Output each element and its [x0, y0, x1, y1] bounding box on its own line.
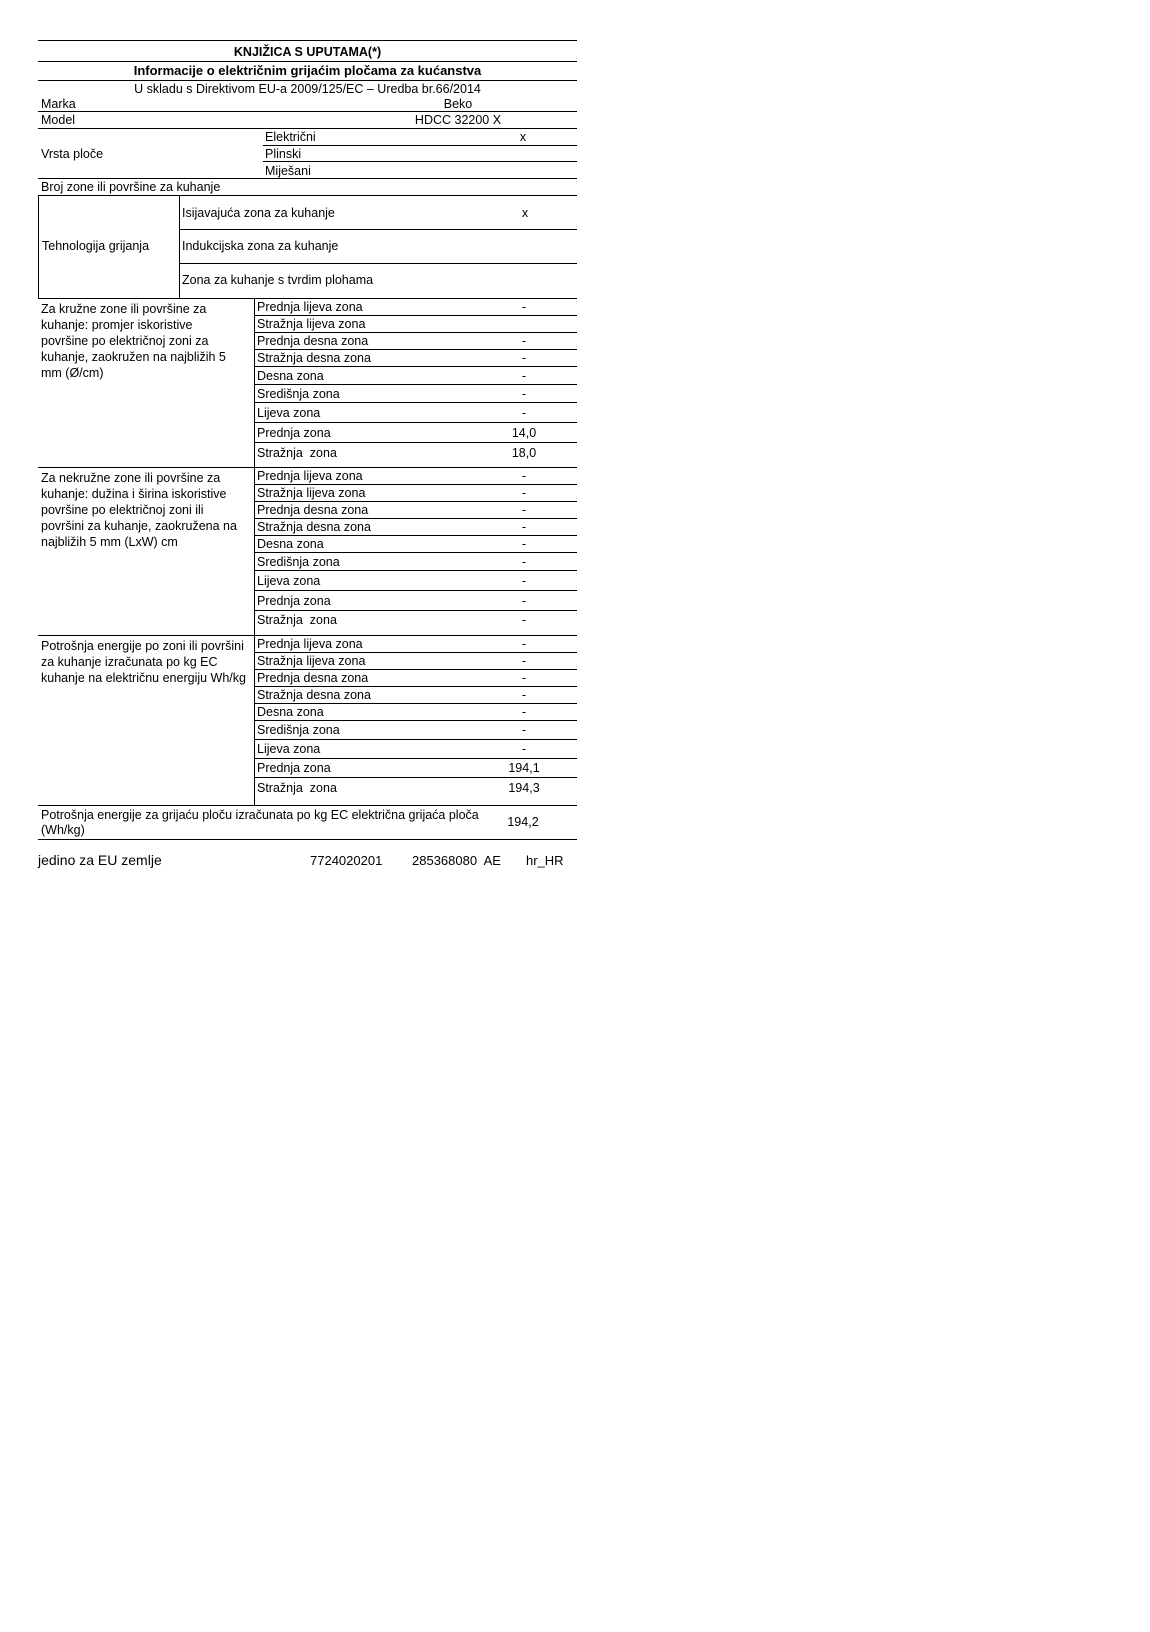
zone-value: -: [521, 387, 527, 401]
zone-name: Prednja lijeva zona: [257, 300, 363, 314]
zone-value: -: [521, 742, 527, 756]
zone-value: -: [521, 671, 527, 685]
fiche-subtitle: [38, 62, 577, 81]
circular-zones-list: [254, 299, 577, 469]
brand-row: [38, 96, 577, 112]
model-row: [38, 112, 577, 129]
zone-row: [255, 350, 577, 367]
zone-row: [255, 403, 577, 423]
zone-row: [255, 316, 577, 333]
zone-value: 194,3: [508, 781, 540, 795]
zone-name: Prednja zona: [257, 594, 331, 608]
directive-text: U skladu s Direktivom EU-a 2009/125/EC – Uredba br.66/2014: [134, 82, 481, 96]
circular-zones-label: Za kružne zone ili površine za kuhanje: promjer iskoristive površine po električnoj zoni za kuhanje, zaokružen na najbližih 5 mm (Ø/cm): [41, 302, 226, 380]
total-energy-row: [38, 806, 577, 840]
zone-value: -: [521, 520, 527, 534]
zone-row: [255, 536, 577, 553]
zone-row: [255, 519, 577, 536]
zone-value: 18,0: [511, 446, 537, 460]
plate-option-row: [263, 162, 577, 179]
zone-row: [255, 687, 577, 704]
zone-row: [255, 653, 577, 670]
zone-name: Stražnja zona: [257, 781, 337, 795]
zone-name: Središnja zona: [257, 555, 340, 569]
zone-row: [255, 299, 577, 316]
zone-value: -: [521, 688, 527, 702]
zone-value: -: [521, 594, 527, 608]
heating-tech-label: Tehnologija grijanja: [42, 239, 150, 253]
zone-name: Desna zona: [257, 369, 324, 383]
zone-value: -: [521, 406, 527, 420]
zone-count-label: Broj zone ili površine za kuhanje: [41, 180, 221, 194]
zone-name: Lijeva zona: [257, 406, 321, 420]
noncircular-zones-list: [254, 468, 577, 636]
zone-value: -: [521, 486, 527, 500]
zone-name: Prednja desna zona: [257, 334, 369, 348]
plate-option-label: Plinski: [265, 147, 302, 161]
zone-value: -: [521, 300, 527, 314]
model-label: Model: [41, 113, 76, 127]
zone-name: Stražnja desna zona: [257, 351, 371, 365]
plate-type-section: [38, 129, 577, 179]
heating-option-row: [180, 230, 577, 264]
directive-line: [38, 81, 577, 96]
total-energy-label: Potrošnja energije za grijaću ploču izračunata po kg EC električna grijaća ploča (Wh/kg): [41, 808, 479, 837]
zone-value: -: [521, 574, 527, 588]
zone-value: -: [521, 705, 527, 719]
zone-count-row: [38, 179, 577, 196]
zone-value: -: [521, 537, 527, 551]
heating-option-row: [180, 264, 577, 298]
zone-row: [255, 367, 577, 385]
model-value: HDCC 32200 X: [414, 113, 502, 127]
plate-option-value: x: [519, 130, 527, 144]
footer-note: jedino za EU zemlje: [38, 852, 162, 868]
zone-name: Stražnja lijeva zona: [257, 317, 366, 331]
plate-type-options: [263, 129, 577, 179]
zone-row: [255, 333, 577, 350]
zone-row: [255, 740, 577, 759]
zone-name: Stražnja zona: [257, 613, 337, 627]
zone-name: Stražnja lijeva zona: [257, 654, 366, 668]
plate-option-row: [263, 146, 577, 162]
heating-option-label: Indukcijska zona za kuhanje: [182, 239, 339, 253]
brand-label: Marka: [41, 97, 76, 111]
zone-row: [255, 778, 577, 799]
zone-name: Prednja zona: [257, 426, 331, 440]
zone-row: [255, 385, 577, 403]
zone-value: -: [521, 637, 527, 651]
heating-option-label: Zona za kuhanje s tvrdim plohama: [182, 273, 374, 287]
plate-option-label: Električni: [265, 130, 316, 144]
zone-name: Stražnja desna zona: [257, 688, 371, 702]
zone-name: Prednja zona: [257, 761, 331, 775]
zone-value: -: [521, 613, 527, 627]
noncircular-zones-label: Za nekružne zone ili površine za kuhanje: dužina i širina iskoristive površine po električnoj zoni ili površini za kuhanje, zaokružena na najbližih 5 mm (LxW) cm: [41, 471, 237, 549]
circular-zones-section: [38, 298, 577, 468]
heating-tech-section: [38, 196, 577, 298]
zone-row: [255, 704, 577, 721]
zone-name: Lijeva zona: [257, 742, 321, 756]
zone-name: Središnja zona: [257, 387, 340, 401]
plate-option-label: Miješani: [265, 164, 311, 178]
zone-row: [255, 485, 577, 502]
zone-name: Prednja lijeva zona: [257, 469, 363, 483]
zone-row: [255, 636, 577, 653]
zone-row: [255, 468, 577, 485]
heating-tech-options: [179, 196, 577, 298]
fiche-title: [38, 40, 577, 62]
energy-zones-label: Potrošnja energije po zoni ili površini za kuhanje izračunata po kg EC kuhanje na električnu energiju Wh/kg: [41, 639, 246, 685]
zone-value: -: [521, 369, 527, 383]
zone-name: Središnja zona: [257, 723, 340, 737]
energy-zones-section: [38, 636, 577, 806]
zone-value: 194,1: [508, 761, 540, 775]
zone-value: -: [521, 654, 527, 668]
zone-name: Prednja desna zona: [257, 671, 369, 685]
zone-name: Desna zona: [257, 705, 324, 719]
zone-name: Lijeva zona: [257, 574, 321, 588]
heating-option-value: x: [521, 206, 529, 220]
fiche-subtitle-text: Informacije o električnim grijaćim pločama za kućanstva: [133, 63, 482, 78]
zone-row: [255, 443, 577, 463]
footer-locale: hr_HR: [526, 853, 564, 868]
zone-value: -: [521, 469, 527, 483]
total-energy-value: 194,2: [507, 815, 539, 829]
zone-row: [255, 553, 577, 571]
zone-value: -: [521, 723, 527, 737]
energy-zones-list: [254, 636, 577, 806]
plate-option-row: [263, 129, 577, 146]
zone-row: [255, 571, 577, 591]
footer-code-2: 285368080 AE: [412, 853, 501, 868]
noncircular-zones-section: [38, 468, 577, 636]
brand-value: Beko: [443, 97, 473, 111]
plate-type-label: Vrsta ploče: [41, 147, 104, 161]
zone-row: [255, 670, 577, 687]
zone-row: [255, 759, 577, 778]
zone-value: -: [521, 351, 527, 365]
zone-name: Desna zona: [257, 537, 324, 551]
heating-option-row: [180, 196, 577, 230]
zone-name: Stražnja zona: [257, 446, 337, 460]
zone-row: [255, 502, 577, 519]
zone-name: Stražnja desna zona: [257, 520, 371, 534]
zone-name: Stražnja lijeva zona: [257, 486, 366, 500]
zone-value: -: [521, 555, 527, 569]
heating-option-label: Isijavajuća zona za kuhanje: [182, 206, 335, 220]
zone-value: 14,0: [511, 426, 537, 440]
zone-name: Prednja desna zona: [257, 503, 369, 517]
zone-value: -: [521, 503, 527, 517]
zone-value: -: [521, 334, 527, 348]
zone-row: [255, 611, 577, 630]
fiche-title-text: KNJIŽICA S UPUTAMA(*): [233, 45, 382, 59]
zone-row: [255, 721, 577, 740]
zone-row: [255, 591, 577, 611]
zone-name: Prednja lijeva zona: [257, 637, 363, 651]
footer-code-1: 7724020201: [310, 853, 383, 868]
zone-row: [255, 423, 577, 443]
product-fiche-table: [38, 40, 577, 840]
